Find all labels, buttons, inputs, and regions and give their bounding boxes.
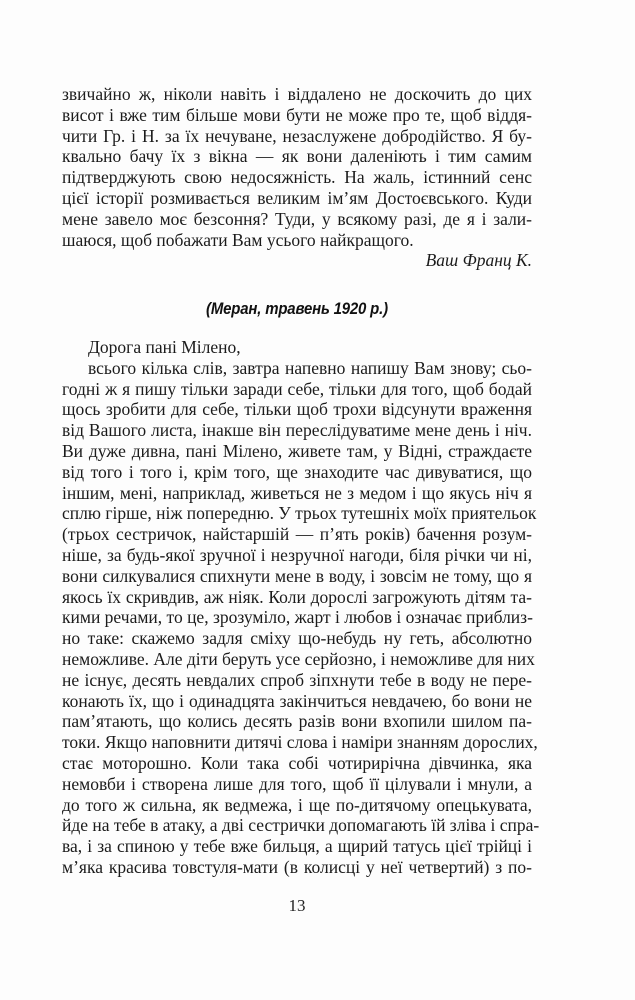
text-line: звичайно ж, ніколи навіть і віддалено не доскочить до цих bbox=[62, 84, 532, 104]
text-line: немовби і створена лише для того, щоб її цілували і мнули, а bbox=[62, 773, 532, 794]
text-line: до того ж сильна, як ведмежа, і ще по-дитячому опецькувата, bbox=[62, 794, 532, 815]
text-line: квально бачу їх з вікна — як вони даленіють і тим самим bbox=[62, 146, 532, 167]
text-line: всього кілька слів, завтра напевно напишу Вам знову; сьо- bbox=[88, 357, 532, 378]
text-line: йде на тебе в атаку, а дві сестрички допомагають їй зліва і спра- bbox=[62, 815, 540, 836]
salutation: Дорога пані Мілено, bbox=[88, 336, 241, 357]
text-line: мене завело моє безсоння? Туди, у всякому разі, де я і зали- bbox=[62, 208, 532, 229]
text-line: цієї історії розмивається великим ім’ям Достоєвського. Куди bbox=[62, 187, 532, 208]
text-line: щось зробити для себе, тільки щоб трохи відсунути враження bbox=[62, 399, 532, 420]
text-line: пам’ятають, що колись десять разів вони вхопили шилом па- bbox=[62, 711, 532, 732]
text-block bbox=[62, 84, 540, 916]
letter-closing-paragraph bbox=[62, 84, 532, 250]
text-line: шаюся, щоб побажати Вам усього найкращого. bbox=[62, 229, 414, 250]
text-line: від того і того і, крім того, ще знаходите час дивуватися, що bbox=[62, 461, 532, 482]
text-line: неможливе. Але діти беруть усе серйозно, і неможливе для них bbox=[62, 648, 535, 669]
text-line: вони силкувалися спихнути мене в воду, і зовсім не тому, що я bbox=[62, 565, 532, 586]
text-line: чити Гр. і Н. за їх нечуване, незаслужене добродійство. Я бу- bbox=[62, 125, 532, 146]
text-line: іншим, мені, наприклад, живеться не з медом і що якусь ніч я bbox=[62, 482, 532, 503]
text-line: но таке: скажемо задля сміху що-небудь ну геть, абсолютно bbox=[62, 628, 532, 649]
text-line: якось їх скривдив, аж ніяк. Коли дорослі загрожують дітям та- bbox=[62, 586, 532, 607]
text-line: токи. Якщо наповнити дитячі слова і наміри знанням дорослих, bbox=[62, 732, 538, 753]
letter-body-paragraph bbox=[62, 357, 540, 878]
text-line: ніше, за будь-якої зручної і незручної нагоди, біля річки чи ні, bbox=[62, 544, 532, 565]
text-line: м’яка красива товстуля-мати (в колисці у неї четвертий) з по- bbox=[62, 856, 532, 877]
text-line: підтверджують свою недосяжність. На жаль, істинний сенс bbox=[62, 167, 532, 188]
text-line: не існує, десять невдалих спроб зіпхнути тебе в воду не пере- bbox=[62, 669, 532, 690]
text-line: годні ж я пишу тільки заради себе, тільки для того, щоб бодай bbox=[62, 378, 532, 399]
text-line: від Вашого листа, інакше він переслідуватиме мене день і ніч. bbox=[62, 420, 532, 441]
text-line: кими речами, то це, зрозуміло, жарт і любов і означає приблиз- bbox=[62, 607, 533, 628]
text-line: висот і вже тим більше мови бути не може про те, щоб віддя- bbox=[62, 104, 532, 125]
text-line: конають їх, що і одинадцята закінчиться невдачею, бо вони не bbox=[62, 690, 532, 711]
text-line: сплю гірше, ніж попередню. У трьох тутешніх моїх приятельок bbox=[62, 503, 537, 524]
text-line: стає моторошно. Коли така собі чотирирічна дівчинка, яка bbox=[62, 752, 532, 773]
letter-dateline: (Меран, травень 1920 р.) bbox=[206, 299, 388, 319]
signature: Ваш Франц К. bbox=[425, 250, 532, 271]
page-number: 13 bbox=[288, 895, 306, 915]
text-line: (трьох сестричок, найстаршій — п’ять років) бачення розум- bbox=[62, 524, 532, 545]
text-line: Ви дуже дивна, пані Мілено, живете там, у Відні, страждаєте bbox=[62, 440, 532, 461]
text-line: ва, і за спиною у тебе вже бильця, а щирий татусь цієї трійці і bbox=[62, 836, 532, 857]
